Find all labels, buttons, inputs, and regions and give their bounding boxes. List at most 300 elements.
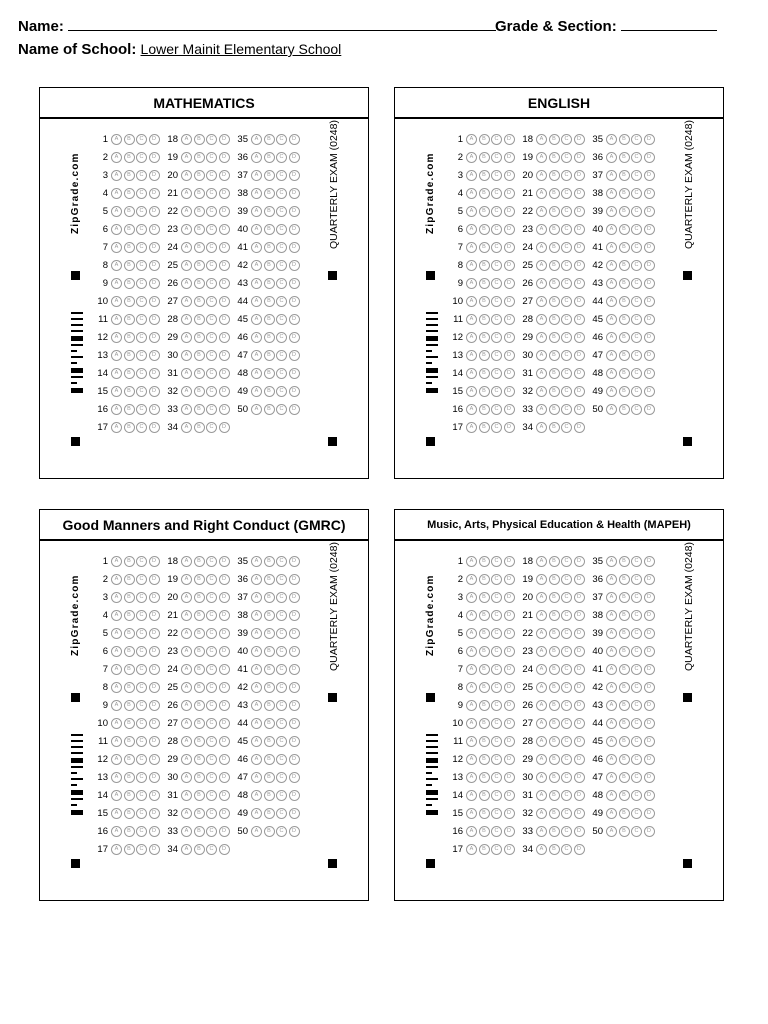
answer-bubble[interactable]: A — [536, 664, 547, 675]
answer-bubble[interactable]: D — [219, 754, 230, 765]
answer-bubble[interactable]: C — [206, 808, 217, 819]
answer-bubble[interactable]: A — [536, 826, 547, 837]
answer-bubble[interactable]: D — [289, 718, 300, 729]
answer-bubble[interactable]: B — [264, 404, 275, 415]
answer-bubble[interactable]: D — [504, 278, 515, 289]
answer-bubble[interactable]: A — [466, 628, 477, 639]
answer-bubble[interactable]: A — [466, 368, 477, 379]
answer-bubble[interactable]: B — [124, 134, 135, 145]
answer-bubble[interactable]: D — [644, 152, 655, 163]
answer-bubble[interactable]: B — [124, 278, 135, 289]
answer-bubble[interactable]: B — [124, 610, 135, 621]
answer-bubble[interactable]: B — [619, 152, 630, 163]
answer-bubble[interactable]: D — [149, 368, 160, 379]
answer-bubble[interactable]: B — [264, 242, 275, 253]
answer-bubble[interactable]: B — [479, 664, 490, 675]
answer-bubble[interactable]: C — [206, 790, 217, 801]
answer-bubble[interactable]: D — [149, 700, 160, 711]
answer-bubble[interactable]: B — [124, 844, 135, 855]
answer-bubble[interactable]: C — [631, 700, 642, 711]
answer-bubble[interactable]: A — [251, 368, 262, 379]
answer-bubble[interactable]: A — [251, 350, 262, 361]
answer-bubble[interactable]: C — [491, 386, 502, 397]
answer-bubble[interactable]: B — [479, 736, 490, 747]
answer-bubble[interactable]: D — [149, 350, 160, 361]
answer-bubble[interactable]: B — [619, 188, 630, 199]
answer-bubble[interactable]: D — [149, 808, 160, 819]
answer-bubble[interactable]: D — [149, 134, 160, 145]
answer-bubble[interactable]: C — [491, 152, 502, 163]
answer-bubble[interactable]: B — [549, 628, 560, 639]
answer-bubble[interactable]: D — [574, 592, 585, 603]
answer-bubble[interactable]: D — [149, 170, 160, 181]
answer-bubble[interactable]: B — [264, 718, 275, 729]
answer-bubble[interactable]: A — [251, 296, 262, 307]
answer-bubble[interactable]: D — [574, 206, 585, 217]
answer-bubble[interactable]: A — [536, 260, 547, 271]
answer-bubble[interactable]: A — [466, 826, 477, 837]
answer-bubble[interactable]: A — [111, 224, 122, 235]
answer-bubble[interactable]: A — [181, 592, 192, 603]
answer-bubble[interactable]: A — [111, 700, 122, 711]
answer-bubble[interactable]: B — [264, 278, 275, 289]
answer-bubble[interactable]: A — [536, 404, 547, 415]
answer-bubble[interactable]: A — [536, 700, 547, 711]
answer-bubble[interactable]: D — [644, 772, 655, 783]
answer-bubble[interactable]: A — [606, 224, 617, 235]
answer-bubble[interactable]: B — [619, 574, 630, 585]
answer-bubble[interactable]: C — [206, 718, 217, 729]
answer-bubble[interactable]: B — [264, 610, 275, 621]
answer-bubble[interactable]: D — [149, 386, 160, 397]
answer-bubble[interactable]: A — [111, 134, 122, 145]
answer-bubble[interactable]: A — [111, 772, 122, 783]
answer-bubble[interactable]: D — [644, 386, 655, 397]
answer-bubble[interactable]: B — [479, 278, 490, 289]
answer-bubble[interactable]: B — [479, 242, 490, 253]
answer-bubble[interactable]: B — [124, 646, 135, 657]
answer-bubble[interactable]: A — [181, 206, 192, 217]
answer-bubble[interactable]: B — [479, 556, 490, 567]
answer-bubble[interactable]: C — [561, 574, 572, 585]
answer-bubble[interactable]: B — [194, 152, 205, 163]
answer-bubble[interactable]: B — [194, 646, 205, 657]
answer-bubble[interactable]: C — [136, 808, 147, 819]
answer-bubble[interactable]: B — [264, 574, 275, 585]
answer-bubble[interactable]: C — [136, 754, 147, 765]
answer-bubble[interactable]: B — [194, 278, 205, 289]
answer-bubble[interactable]: C — [561, 242, 572, 253]
answer-bubble[interactable]: B — [124, 772, 135, 783]
answer-bubble[interactable]: B — [194, 718, 205, 729]
answer-bubble[interactable]: B — [619, 314, 630, 325]
answer-bubble[interactable]: B — [549, 844, 560, 855]
answer-bubble[interactable]: C — [561, 718, 572, 729]
answer-bubble[interactable]: A — [466, 808, 477, 819]
answer-bubble[interactable]: A — [181, 574, 192, 585]
answer-bubble[interactable]: A — [181, 700, 192, 711]
answer-bubble[interactable]: C — [136, 422, 147, 433]
answer-bubble[interactable]: C — [136, 646, 147, 657]
answer-bubble[interactable]: D — [149, 772, 160, 783]
answer-bubble[interactable]: D — [644, 682, 655, 693]
answer-bubble[interactable]: A — [536, 242, 547, 253]
answer-bubble[interactable]: D — [289, 278, 300, 289]
answer-bubble[interactable]: D — [289, 664, 300, 675]
answer-bubble[interactable]: A — [251, 628, 262, 639]
answer-bubble[interactable]: A — [111, 754, 122, 765]
answer-bubble[interactable]: A — [111, 404, 122, 415]
answer-bubble[interactable]: D — [149, 296, 160, 307]
answer-bubble[interactable]: B — [479, 718, 490, 729]
answer-bubble[interactable]: B — [549, 700, 560, 711]
answer-bubble[interactable]: C — [276, 404, 287, 415]
answer-bubble[interactable]: C — [136, 242, 147, 253]
answer-bubble[interactable]: C — [631, 404, 642, 415]
answer-bubble[interactable]: A — [181, 646, 192, 657]
answer-bubble[interactable]: C — [631, 592, 642, 603]
answer-bubble[interactable]: A — [466, 664, 477, 675]
answer-bubble[interactable]: D — [644, 664, 655, 675]
answer-bubble[interactable]: B — [264, 664, 275, 675]
answer-bubble[interactable]: A — [536, 224, 547, 235]
answer-bubble[interactable]: B — [264, 628, 275, 639]
answer-bubble[interactable]: C — [206, 260, 217, 271]
answer-bubble[interactable]: B — [194, 826, 205, 837]
answer-bubble[interactable]: C — [136, 556, 147, 567]
answer-bubble[interactable]: B — [264, 790, 275, 801]
answer-bubble[interactable]: C — [206, 368, 217, 379]
answer-bubble[interactable]: A — [111, 278, 122, 289]
answer-bubble[interactable]: B — [124, 826, 135, 837]
answer-bubble[interactable]: C — [206, 278, 217, 289]
answer-bubble[interactable]: C — [206, 224, 217, 235]
answer-bubble[interactable]: C — [276, 664, 287, 675]
answer-bubble[interactable]: A — [181, 404, 192, 415]
answer-bubble[interactable]: C — [136, 296, 147, 307]
answer-bubble[interactable]: A — [536, 152, 547, 163]
answer-bubble[interactable]: B — [194, 206, 205, 217]
answer-bubble[interactable]: D — [219, 556, 230, 567]
answer-bubble[interactable]: B — [264, 646, 275, 657]
answer-bubble[interactable]: A — [466, 278, 477, 289]
answer-bubble[interactable]: C — [206, 134, 217, 145]
answer-bubble[interactable]: A — [536, 592, 547, 603]
answer-bubble[interactable]: D — [504, 646, 515, 657]
answer-bubble[interactable]: C — [561, 350, 572, 361]
answer-bubble[interactable]: D — [504, 386, 515, 397]
answer-bubble[interactable]: C — [136, 206, 147, 217]
answer-bubble[interactable]: C — [206, 772, 217, 783]
answer-bubble[interactable]: C — [491, 754, 502, 765]
answer-bubble[interactable]: A — [111, 718, 122, 729]
answer-bubble[interactable]: C — [491, 574, 502, 585]
answer-bubble[interactable]: A — [111, 386, 122, 397]
answer-bubble[interactable]: D — [289, 296, 300, 307]
answer-bubble[interactable]: A — [111, 350, 122, 361]
answer-bubble[interactable]: C — [631, 152, 642, 163]
answer-bubble[interactable]: C — [561, 422, 572, 433]
answer-bubble[interactable]: C — [491, 790, 502, 801]
answer-bubble[interactable]: D — [149, 826, 160, 837]
answer-bubble[interactable]: A — [251, 224, 262, 235]
answer-bubble[interactable]: A — [606, 314, 617, 325]
answer-bubble[interactable]: C — [561, 826, 572, 837]
answer-bubble[interactable]: C — [491, 296, 502, 307]
answer-bubble[interactable]: B — [194, 772, 205, 783]
answer-bubble[interactable]: B — [479, 404, 490, 415]
answer-bubble[interactable]: B — [194, 188, 205, 199]
answer-bubble[interactable]: C — [491, 556, 502, 567]
answer-bubble[interactable]: B — [194, 664, 205, 675]
answer-bubble[interactable]: B — [194, 808, 205, 819]
answer-bubble[interactable]: B — [549, 422, 560, 433]
answer-bubble[interactable]: C — [136, 628, 147, 639]
answer-bubble[interactable]: D — [644, 350, 655, 361]
answer-bubble[interactable]: A — [466, 152, 477, 163]
answer-bubble[interactable]: D — [149, 404, 160, 415]
answer-bubble[interactable]: A — [111, 808, 122, 819]
answer-bubble[interactable]: A — [606, 772, 617, 783]
answer-bubble[interactable]: A — [251, 332, 262, 343]
answer-bubble[interactable]: D — [644, 556, 655, 567]
answer-bubble[interactable]: B — [124, 332, 135, 343]
answer-bubble[interactable]: D — [644, 332, 655, 343]
answer-bubble[interactable]: B — [124, 790, 135, 801]
answer-bubble[interactable]: C — [491, 700, 502, 711]
answer-bubble[interactable]: D — [504, 296, 515, 307]
answer-bubble[interactable]: D — [149, 574, 160, 585]
answer-bubble[interactable]: B — [549, 224, 560, 235]
answer-bubble[interactable]: D — [149, 188, 160, 199]
answer-bubble[interactable]: B — [549, 296, 560, 307]
answer-bubble[interactable]: D — [219, 422, 230, 433]
answer-bubble[interactable]: A — [181, 556, 192, 567]
answer-bubble[interactable]: A — [181, 170, 192, 181]
answer-bubble[interactable]: A — [606, 592, 617, 603]
answer-bubble[interactable]: C — [136, 844, 147, 855]
answer-bubble[interactable]: C — [561, 736, 572, 747]
answer-bubble[interactable]: B — [549, 314, 560, 325]
answer-bubble[interactable]: D — [504, 422, 515, 433]
answer-bubble[interactable]: C — [561, 278, 572, 289]
answer-bubble[interactable]: A — [111, 556, 122, 567]
answer-bubble[interactable]: D — [219, 790, 230, 801]
answer-bubble[interactable]: B — [619, 628, 630, 639]
answer-bubble[interactable]: C — [136, 700, 147, 711]
answer-bubble[interactable]: C — [276, 736, 287, 747]
answer-bubble[interactable]: B — [124, 368, 135, 379]
answer-bubble[interactable]: C — [631, 682, 642, 693]
answer-bubble[interactable]: C — [276, 754, 287, 765]
answer-bubble[interactable]: A — [606, 368, 617, 379]
answer-bubble[interactable]: A — [466, 682, 477, 693]
answer-bubble[interactable]: A — [536, 646, 547, 657]
answer-bubble[interactable]: B — [124, 700, 135, 711]
answer-bubble[interactable]: A — [536, 368, 547, 379]
answer-bubble[interactable]: A — [536, 170, 547, 181]
answer-bubble[interactable]: B — [549, 152, 560, 163]
answer-bubble[interactable]: D — [644, 278, 655, 289]
answer-bubble[interactable]: D — [219, 350, 230, 361]
answer-bubble[interactable]: A — [181, 134, 192, 145]
answer-bubble[interactable]: C — [276, 592, 287, 603]
answer-bubble[interactable]: A — [466, 404, 477, 415]
answer-bubble[interactable]: C — [561, 754, 572, 765]
answer-bubble[interactable]: C — [561, 700, 572, 711]
answer-bubble[interactable]: A — [251, 404, 262, 415]
answer-bubble[interactable]: D — [504, 350, 515, 361]
answer-bubble[interactable]: D — [289, 134, 300, 145]
answer-bubble[interactable]: A — [466, 700, 477, 711]
answer-bubble[interactable]: B — [264, 754, 275, 765]
answer-bubble[interactable]: B — [549, 610, 560, 621]
answer-bubble[interactable]: C — [491, 682, 502, 693]
answer-bubble[interactable]: D — [574, 242, 585, 253]
answer-bubble[interactable]: B — [194, 682, 205, 693]
answer-bubble[interactable]: A — [606, 826, 617, 837]
answer-bubble[interactable]: B — [549, 134, 560, 145]
answer-bubble[interactable]: D — [149, 790, 160, 801]
answer-bubble[interactable]: A — [181, 332, 192, 343]
answer-bubble[interactable]: B — [124, 754, 135, 765]
answer-bubble[interactable]: B — [479, 260, 490, 271]
answer-bubble[interactable]: A — [466, 170, 477, 181]
answer-bubble[interactable]: B — [264, 350, 275, 361]
answer-bubble[interactable]: D — [644, 314, 655, 325]
answer-bubble[interactable]: A — [606, 206, 617, 217]
answer-bubble[interactable]: D — [219, 404, 230, 415]
answer-bubble[interactable]: C — [631, 556, 642, 567]
answer-bubble[interactable]: B — [479, 700, 490, 711]
answer-bubble[interactable]: B — [264, 314, 275, 325]
answer-bubble[interactable]: D — [289, 610, 300, 621]
answer-bubble[interactable]: D — [644, 592, 655, 603]
answer-bubble[interactable]: C — [631, 826, 642, 837]
answer-bubble[interactable]: A — [466, 646, 477, 657]
answer-bubble[interactable]: C — [631, 260, 642, 271]
answer-bubble[interactable]: B — [194, 700, 205, 711]
answer-bubble[interactable]: C — [276, 628, 287, 639]
answer-bubble[interactable]: A — [536, 754, 547, 765]
answer-bubble[interactable]: C — [561, 206, 572, 217]
answer-bubble[interactable]: A — [251, 664, 262, 675]
answer-bubble[interactable]: A — [251, 790, 262, 801]
answer-bubble[interactable]: B — [264, 188, 275, 199]
answer-bubble[interactable]: D — [219, 368, 230, 379]
answer-bubble[interactable]: D — [644, 790, 655, 801]
answer-bubble[interactable]: C — [491, 224, 502, 235]
answer-bubble[interactable]: B — [619, 134, 630, 145]
answer-bubble[interactable]: D — [219, 260, 230, 271]
answer-bubble[interactable]: A — [536, 772, 547, 783]
answer-bubble[interactable]: B — [549, 574, 560, 585]
answer-bubble[interactable]: B — [124, 242, 135, 253]
answer-bubble[interactable]: C — [206, 188, 217, 199]
answer-bubble[interactable]: A — [536, 844, 547, 855]
answer-bubble[interactable]: A — [251, 386, 262, 397]
answer-bubble[interactable]: C — [491, 314, 502, 325]
answer-bubble[interactable]: C — [136, 224, 147, 235]
answer-bubble[interactable]: C — [631, 808, 642, 819]
answer-bubble[interactable]: B — [479, 610, 490, 621]
answer-bubble[interactable]: B — [549, 826, 560, 837]
answer-bubble[interactable]: C — [136, 790, 147, 801]
answer-bubble[interactable]: A — [606, 556, 617, 567]
answer-bubble[interactable]: A — [536, 628, 547, 639]
answer-bubble[interactable]: A — [536, 314, 547, 325]
answer-bubble[interactable]: A — [536, 718, 547, 729]
answer-bubble[interactable]: D — [289, 224, 300, 235]
answer-bubble[interactable]: C — [491, 718, 502, 729]
answer-bubble[interactable]: D — [219, 332, 230, 343]
answer-bubble[interactable]: C — [276, 206, 287, 217]
answer-bubble[interactable]: C — [276, 332, 287, 343]
answer-bubble[interactable]: B — [124, 224, 135, 235]
answer-bubble[interactable]: A — [466, 556, 477, 567]
answer-bubble[interactable]: B — [124, 296, 135, 307]
answer-bubble[interactable]: A — [111, 332, 122, 343]
answer-bubble[interactable]: B — [124, 260, 135, 271]
answer-bubble[interactable]: D — [219, 242, 230, 253]
answer-bubble[interactable]: A — [606, 736, 617, 747]
answer-bubble[interactable]: A — [536, 206, 547, 217]
answer-bubble[interactable]: C — [136, 718, 147, 729]
answer-bubble[interactable]: B — [479, 844, 490, 855]
answer-bubble[interactable]: B — [479, 574, 490, 585]
answer-bubble[interactable]: D — [504, 754, 515, 765]
answer-bubble[interactable]: C — [631, 736, 642, 747]
answer-bubble[interactable]: A — [181, 260, 192, 271]
answer-bubble[interactable]: D — [219, 844, 230, 855]
answer-bubble[interactable]: D — [504, 260, 515, 271]
answer-bubble[interactable]: A — [181, 718, 192, 729]
answer-bubble[interactable]: D — [219, 592, 230, 603]
answer-bubble[interactable]: A — [181, 754, 192, 765]
answer-bubble[interactable]: D — [289, 592, 300, 603]
answer-bubble[interactable]: D — [644, 404, 655, 415]
answer-bubble[interactable]: B — [619, 386, 630, 397]
answer-bubble[interactable]: C — [631, 332, 642, 343]
answer-bubble[interactable]: C — [631, 628, 642, 639]
answer-bubble[interactable]: C — [491, 350, 502, 361]
answer-bubble[interactable]: A — [466, 206, 477, 217]
answer-bubble[interactable]: A — [181, 826, 192, 837]
answer-bubble[interactable]: C — [206, 314, 217, 325]
answer-bubble[interactable]: A — [181, 224, 192, 235]
answer-bubble[interactable]: B — [549, 278, 560, 289]
answer-bubble[interactable]: A — [251, 314, 262, 325]
answer-bubble[interactable]: D — [574, 314, 585, 325]
answer-bubble[interactable]: A — [251, 682, 262, 693]
answer-bubble[interactable]: B — [619, 170, 630, 181]
answer-bubble[interactable]: B — [264, 556, 275, 567]
answer-bubble[interactable]: A — [536, 682, 547, 693]
answer-bubble[interactable]: D — [289, 790, 300, 801]
answer-bubble[interactable]: C — [136, 664, 147, 675]
answer-bubble[interactable]: C — [206, 682, 217, 693]
answer-bubble[interactable]: C — [631, 278, 642, 289]
answer-bubble[interactable]: C — [276, 224, 287, 235]
answer-bubble[interactable]: A — [536, 808, 547, 819]
answer-bubble[interactable]: D — [149, 314, 160, 325]
answer-bubble[interactable]: B — [264, 736, 275, 747]
answer-bubble[interactable]: A — [606, 718, 617, 729]
answer-bubble[interactable]: B — [479, 368, 490, 379]
answer-bubble[interactable]: C — [631, 242, 642, 253]
answer-bubble[interactable]: A — [536, 422, 547, 433]
answer-bubble[interactable]: B — [124, 718, 135, 729]
